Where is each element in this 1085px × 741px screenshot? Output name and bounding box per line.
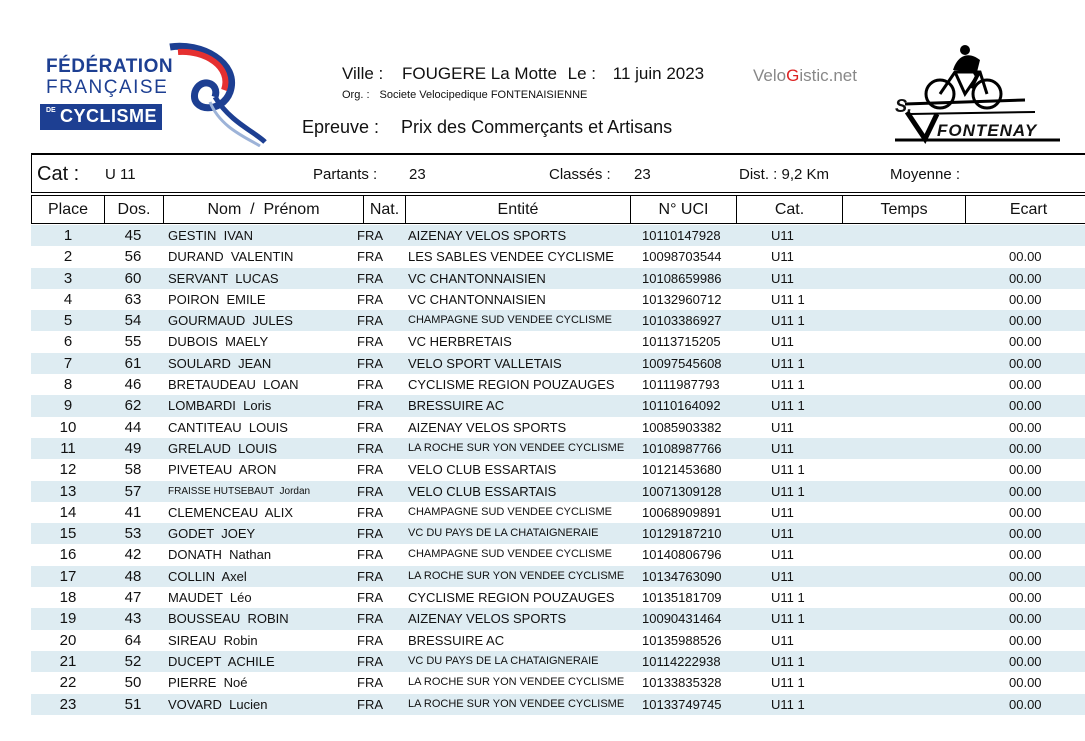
col-nat: Nat. (363, 196, 405, 223)
cell-cat: U11 1 (771, 291, 805, 307)
cell-nom: POIRON EMILE (168, 291, 266, 307)
moyenne-label: Moyenne : (890, 166, 961, 183)
cell-ecart: 00.00 (1009, 611, 1042, 627)
cell-nat: FRA (357, 334, 383, 350)
cell-dos: 56 (124, 248, 142, 266)
table-row (31, 268, 1085, 289)
table-row (31, 502, 1085, 523)
cell-nom: DONATH Nathan (168, 547, 272, 563)
table-row (31, 459, 1085, 480)
cell-entite: CHAMPAGNE SUD VENDEE CYCLISME (408, 314, 612, 327)
cell-uci: 10103386927 (642, 313, 722, 329)
table-row (31, 438, 1085, 459)
cell-ecart: 00.00 (1009, 504, 1042, 520)
cell-uci: 10140806796 (642, 547, 722, 563)
cell-dos: 48 (124, 567, 142, 585)
cell-dos: 54 (124, 312, 142, 330)
date-value: 11 juin 2023 (612, 64, 705, 83)
cell-nat: FRA (357, 377, 383, 393)
cell-place: 17 (59, 567, 77, 585)
cell-entite: VELO CLUB ESSARTAIS (408, 483, 557, 499)
cell-nat: FRA (357, 504, 383, 520)
cell-dos: 44 (124, 418, 142, 436)
table-row (31, 587, 1085, 608)
cell-uci: 10085903382 (642, 419, 722, 435)
velogistic-pre: Velo (753, 66, 787, 85)
cell-dos: 63 (124, 290, 142, 308)
cell-nom: PIERRE Noé (168, 675, 248, 691)
cell-dos: 50 (124, 674, 142, 692)
cell-place: 4 (63, 290, 73, 308)
cell-dos: 64 (124, 631, 142, 649)
cell-place: 5 (63, 312, 73, 330)
cell-entite: VC HERBRETAIS (408, 334, 512, 350)
cell-nat: FRA (357, 440, 383, 456)
partants-value: 23 (409, 166, 426, 183)
table-row (31, 225, 1085, 246)
org-label: Org. : (342, 89, 370, 101)
club-logo-name: FONTENAY (937, 121, 1038, 140)
cell-nat: FRA (357, 291, 383, 307)
table-row (31, 417, 1085, 438)
cell-place: 10 (59, 418, 77, 436)
table-row (31, 395, 1085, 416)
ffc-logo-de: DE (46, 107, 56, 114)
cell-nom: CLEMENCEAU ALIX (168, 504, 293, 520)
classes-value: 23 (634, 166, 651, 183)
cell-ecart: 00.00 (1009, 313, 1042, 329)
cell-dos: 57 (124, 482, 142, 500)
cell-nom: LOMBARDI Loris (168, 398, 272, 414)
cell-cat: U11 1 (771, 696, 805, 712)
cell-place: 3 (63, 269, 73, 287)
cell-uci: 10071309128 (642, 483, 722, 499)
cell-cat: U11 1 (771, 377, 805, 393)
cell-dos: 47 (124, 589, 142, 607)
col-entite: Entité (405, 196, 630, 223)
ville-label: Ville : (342, 64, 384, 83)
cell-cat: U11 1 (771, 462, 805, 478)
cell-nom: BOUSSEAU ROBIN (168, 611, 289, 627)
velogistic-link[interactable] (753, 66, 857, 86)
velogistic-g: G (786, 66, 800, 85)
cell-dos: 49 (124, 439, 142, 457)
cell-nat: FRA (357, 632, 383, 648)
cell-entite: VELO SPORT VALLETAIS (408, 355, 562, 371)
cell-nom: DUBOIS MAELY (168, 334, 269, 350)
cell-entite: AIZENAY VELOS SPORTS (408, 611, 567, 627)
cell-ecart: 00.00 (1009, 377, 1042, 393)
results-table-header (31, 195, 1085, 224)
cell-ecart: 00.00 (1009, 675, 1042, 691)
cell-entite: LES SABLES VENDEE CYCLISME (408, 249, 614, 265)
cell-nom: GOURMAUD JULES (168, 313, 293, 329)
cell-place: 9 (63, 397, 73, 415)
cell-place: 23 (59, 695, 77, 713)
ffc-logo-line3: CYCLISME (60, 106, 158, 126)
cell-nom: COLLIN Axel (168, 568, 247, 584)
cell-nom: CANTITEAU LOUIS (168, 419, 288, 435)
table-row (31, 694, 1085, 715)
cell-entite: AIZENAY VELOS SPORTS (408, 228, 567, 243)
header-ville (342, 64, 710, 84)
cell-dos: 62 (124, 397, 142, 415)
cell-place: 16 (59, 546, 77, 564)
cell-cat: U11 1 (771, 653, 805, 669)
cell-place: 6 (63, 333, 73, 351)
cell-nat: FRA (357, 611, 383, 627)
cell-dos: 61 (124, 354, 142, 372)
distance: Dist. : 9,2 Km (739, 166, 830, 183)
cell-dos: 46 (124, 376, 142, 394)
table-row (31, 651, 1085, 672)
col-place: Place (31, 196, 104, 223)
cell-uci: 10097545608 (642, 355, 722, 371)
cell-entite: LA ROCHE SUR YON VENDEE CYCLISME (408, 697, 625, 710)
cell-nom: SERVANT LUCAS (168, 270, 279, 286)
table-row (31, 310, 1085, 331)
cell-nat: FRA (357, 228, 383, 243)
cell-ecart: 00.00 (1009, 270, 1042, 286)
cell-place: 12 (59, 461, 77, 479)
table-row (31, 630, 1085, 651)
ffc-logo-line1: FÉDÉRATION (46, 56, 174, 77)
cell-ecart: 00.00 (1009, 462, 1042, 478)
cell-entite: VC CHANTONNAISIEN (408, 291, 546, 307)
table-row (31, 331, 1085, 352)
cell-nat: FRA (357, 547, 383, 563)
cell-ecart: 00.00 (1009, 526, 1042, 542)
cat-value: U 11 (105, 166, 136, 183)
col-cat: Cat. (736, 196, 842, 223)
cell-nat: FRA (357, 568, 383, 584)
cell-cat: U11 (771, 568, 794, 584)
cell-nom: PIVETEAU ARON (168, 462, 277, 478)
cell-dos: 58 (124, 461, 142, 479)
cell-entite: CYCLISME REGION POUZAUGES (408, 377, 615, 393)
cell-nom: MAUDET Léo (168, 590, 252, 606)
cell-nom: DURAND VALENTIN (168, 249, 294, 265)
table-row (31, 246, 1085, 267)
cell-entite: VC DU PAYS DE LA CHATAIGNERAIE (408, 527, 599, 540)
cell-nat: FRA (357, 270, 383, 286)
cell-nat: FRA (357, 590, 383, 606)
table-row (31, 353, 1085, 374)
cell-nat: FRA (357, 313, 383, 329)
sv-fontenay-logo (885, 42, 1065, 147)
cell-ecart: 00.00 (1009, 291, 1042, 307)
cell-dos: 53 (124, 525, 142, 543)
cell-entite: LA ROCHE SUR YON VENDEE CYCLISME (408, 569, 625, 582)
cell-cat: U11 1 (771, 398, 805, 414)
cell-cat: U11 1 (771, 483, 805, 499)
cell-ecart: 00.00 (1009, 440, 1042, 456)
cell-nat: FRA (357, 419, 383, 435)
le-label: Le : (567, 64, 597, 83)
cell-entite: BRESSUIRE AC (408, 632, 505, 648)
cell-cat: U11 (771, 526, 794, 542)
cell-nom: BRETAUDEAU LOAN (168, 377, 299, 393)
cell-nom: DUCEPT ACHILE (168, 653, 275, 669)
org-value: Societe Velocipedique FONTENAISIENNE (379, 89, 588, 101)
cell-uci: 10121453680 (642, 462, 722, 478)
cell-cat: U11 (771, 632, 794, 648)
cell-entite: CYCLISME REGION POUZAUGES (408, 590, 615, 606)
cell-place: 7 (63, 354, 73, 372)
cell-nom: FRAISSE HUTSEBAUT Jordan (168, 485, 311, 497)
cell-uci: 10108987766 (642, 440, 722, 456)
cell-ecart: 00.00 (1009, 568, 1042, 584)
cell-uci: 10135988526 (642, 632, 722, 648)
cell-nat: FRA (357, 398, 383, 414)
cell-dos: 60 (124, 269, 142, 287)
cell-ecart: 00.00 (1009, 483, 1042, 499)
cell-cat: U11 (771, 228, 794, 243)
race-info-bar (31, 153, 1085, 193)
cell-uci: 10110164092 (642, 398, 721, 414)
cell-uci: 10129187210 (642, 526, 722, 542)
cell-entite: AIZENAY VELOS SPORTS (408, 419, 567, 435)
col-temps: Temps (842, 196, 965, 223)
table-row (31, 289, 1085, 310)
cell-place: 2 (63, 248, 73, 266)
cell-ecart: 00.00 (1009, 334, 1042, 350)
cell-ecart: 00.00 (1009, 398, 1042, 414)
cell-uci: 10132960712 (642, 291, 722, 307)
cell-nat: FRA (357, 526, 383, 542)
cell-cat: U11 (771, 249, 794, 265)
cell-cat: U11 (771, 334, 794, 350)
col-nom: Nom / Prénom (163, 196, 363, 223)
cell-cat: U11 1 (771, 675, 805, 691)
cell-place: 11 (60, 439, 76, 457)
cell-uci: 10134763090 (642, 568, 722, 584)
cell-place: 8 (63, 376, 73, 394)
cell-cat: U11 (771, 504, 794, 520)
cell-place: 22 (59, 674, 77, 692)
cell-dos: 41 (124, 503, 142, 521)
cell-entite: VC DU PAYS DE LA CHATAIGNERAIE (408, 654, 599, 667)
cell-uci: 10108659986 (642, 270, 722, 286)
cell-nom: GESTIN IVAN (168, 228, 253, 243)
cell-uci: 10090431464 (642, 611, 722, 627)
ffc-logo-line2: FRANÇAISE (46, 77, 169, 98)
cell-cat: U11 1 (771, 313, 805, 329)
cell-cat: U11 (771, 547, 794, 563)
cell-entite: LA ROCHE SUR YON VENDEE CYCLISME (408, 676, 625, 689)
cell-ecart: 00.00 (1009, 653, 1042, 669)
cell-ecart: 00.00 (1009, 547, 1042, 563)
cell-place: 18 (59, 589, 77, 607)
cell-uci: 10068909891 (642, 504, 722, 520)
table-row (31, 566, 1085, 587)
epreuve-value: Prix des Commerçants et Artisans (401, 117, 673, 137)
header-epreuve (302, 117, 672, 138)
cell-dos: 43 (124, 610, 142, 628)
cell-ecart: 00.00 (1009, 590, 1042, 606)
ffc-logo (40, 56, 280, 156)
cell-place: 1 (63, 227, 73, 244)
col-ecart: Ecart (965, 196, 1085, 223)
cell-uci: 10133835328 (642, 675, 722, 691)
table-row (31, 672, 1085, 693)
cell-entite: BRESSUIRE AC (408, 398, 505, 414)
cell-uci: 10133749745 (642, 696, 722, 712)
cell-nat: FRA (357, 675, 383, 691)
cell-cat: U11 (771, 440, 794, 456)
cell-cat: U11 1 (771, 590, 805, 606)
cell-uci: 10113715205 (642, 334, 721, 350)
cell-nom: VOVARD Lucien (168, 696, 268, 712)
ffc-logo-bar (40, 104, 162, 130)
cell-entite: CHAMPAGNE SUD VENDEE CYCLISME (408, 548, 612, 561)
table-row (31, 608, 1085, 629)
cell-uci: 10114222938 (642, 653, 721, 669)
cell-place: 20 (59, 631, 77, 649)
cell-nom: SOULARD JEAN (168, 355, 272, 371)
cell-place: 15 (59, 525, 77, 543)
cell-uci: 10110147928 (642, 228, 721, 243)
cell-nom: GODET JOEY (168, 526, 256, 542)
cell-nat: FRA (357, 462, 383, 478)
cell-nat: FRA (357, 696, 383, 712)
cell-entite: CHAMPAGNE SUD VENDEE CYCLISME (408, 505, 612, 518)
results-table-body (31, 225, 1085, 715)
cell-uci: 10098703544 (642, 249, 722, 265)
cell-ecart: 00.00 (1009, 632, 1042, 648)
cell-dos: 51 (124, 695, 142, 713)
cell-ecart: 00.00 (1009, 696, 1042, 712)
cell-uci: 10135181709 (642, 590, 722, 606)
table-row (31, 481, 1085, 502)
ville-value: FOUGERE La Motte (402, 64, 557, 83)
cell-place: 13 (59, 482, 77, 500)
cell-nat: FRA (357, 355, 383, 371)
cell-entite: VC CHANTONNAISIEN (408, 270, 546, 286)
cell-uci: 10111987793 (642, 377, 720, 393)
cell-entite: LA ROCHE SUR YON VENDEE CYCLISME (408, 441, 625, 454)
cell-dos: 42 (124, 546, 142, 564)
col-uci: N° UCI (630, 196, 736, 223)
cell-nat: FRA (357, 249, 383, 265)
cell-place: 14 (59, 503, 77, 521)
cell-nat: FRA (357, 483, 383, 499)
cell-nat: FRA (357, 653, 383, 669)
cell-dos: 45 (124, 227, 142, 244)
table-row (31, 374, 1085, 395)
velogistic-post: istic.net (799, 66, 857, 85)
cell-dos: 55 (124, 333, 142, 351)
col-dos: Dos. (104, 196, 163, 223)
epreuve-label: Epreuve : (302, 117, 380, 137)
cell-place: 19 (59, 610, 77, 628)
partants-label: Partants : (313, 166, 378, 183)
cell-nom: SIREAU Robin (168, 632, 258, 648)
table-row (31, 544, 1085, 565)
cell-dos: 52 (124, 652, 142, 670)
cell-ecart: 00.00 (1009, 249, 1042, 265)
cell-cat: U11 (771, 419, 794, 435)
cat-label: Cat : (37, 163, 80, 185)
cell-entite: VELO CLUB ESSARTAIS (408, 462, 557, 478)
classes-label: Classés : (549, 166, 611, 183)
header-org (342, 89, 587, 101)
cell-ecart: 00.00 (1009, 355, 1042, 371)
cell-nom: GRELAUD LOUIS (168, 440, 278, 456)
cell-ecart: 00.00 (1009, 419, 1042, 435)
ffc-swirl-icon (160, 42, 270, 147)
cell-place: 21 (59, 652, 77, 670)
cell-cat: U11 (771, 270, 794, 286)
table-row (31, 523, 1085, 544)
cell-cat: U11 1 (771, 355, 805, 371)
club-logo-prefix: S. (895, 96, 913, 116)
cell-cat: U11 1 (771, 611, 805, 627)
